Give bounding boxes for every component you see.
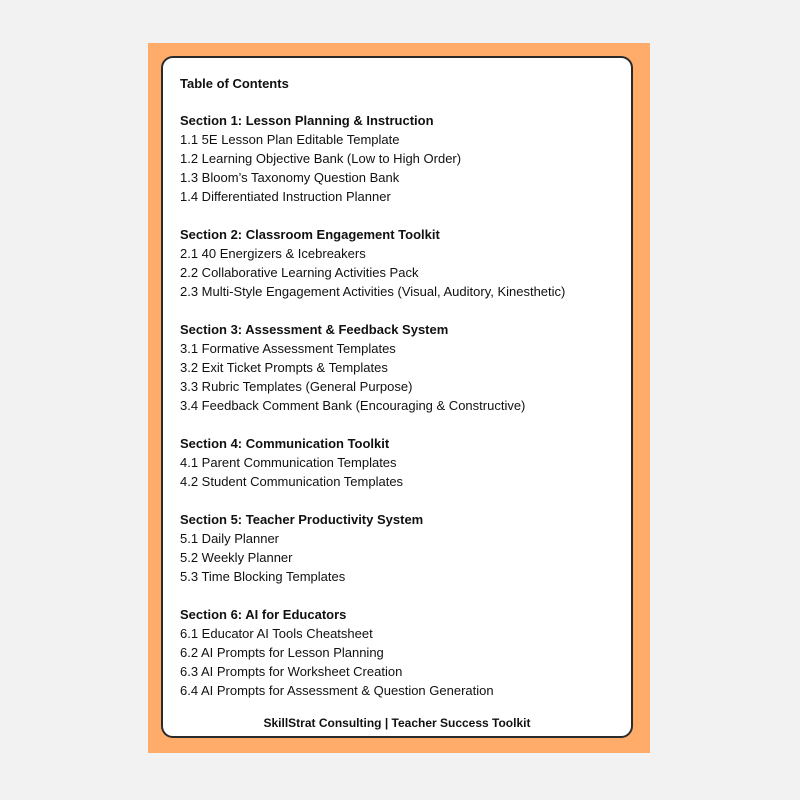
toc-title: Table of Contents: [180, 76, 289, 91]
footer-text: SkillStrat Consulting | Teacher Success Toolkit: [263, 716, 531, 730]
toc-card: [161, 56, 633, 738]
section-heading: Section 1: Lesson Planning & Instruction: [180, 113, 434, 128]
toc-item: 1.2 Learning Objective Bank (Low to High Order): [180, 151, 462, 166]
toc-item: 6.3 AI Prompts for Worksheet Creation: [180, 664, 403, 679]
toc-item: 5.3 Time Blocking Templates: [180, 569, 346, 584]
toc-item: 5.1 Daily Planner: [180, 531, 279, 546]
toc-item: 6.2 AI Prompts for Lesson Planning: [180, 645, 384, 660]
section-heading: Section 3: Assessment & Feedback System: [180, 322, 449, 337]
toc-item: 2.1 40 Energizers & Icebreakers: [180, 246, 366, 261]
toc-item: 4.2 Student Communication Templates: [180, 474, 404, 489]
section-heading: Section 6: AI for Educators: [180, 607, 347, 622]
toc-section: [180, 434, 625, 491]
toc-item: 4.1 Parent Communication Templates: [180, 455, 397, 470]
toc-section: [180, 225, 625, 301]
toc-item: 1.4 Differentiated Instruction Planner: [180, 189, 391, 204]
toc-item: 3.4 Feedback Comment Bank (Encouraging & Constructive): [180, 398, 526, 413]
toc-section: [180, 605, 625, 700]
toc-item: 3.2 Exit Ticket Prompts & Templates: [180, 360, 388, 375]
toc-item: 1.1 5E Lesson Plan Editable Template: [180, 132, 400, 147]
toc-item: 6.1 Educator AI Tools Cheatsheet: [180, 626, 373, 641]
toc-item: 3.3 Rubric Templates (General Purpose): [180, 379, 413, 394]
toc-item: 2.2 Collaborative Learning Activities Pack: [180, 265, 419, 280]
section-heading: Section 2: Classroom Engagement Toolkit: [180, 227, 440, 242]
toc-section: [180, 510, 625, 586]
toc-item: 6.4 AI Prompts for Assessment & Question Generation: [180, 683, 494, 698]
toc-item: 2.3 Multi-Style Engagement Activities (Visual, Auditory, Kinesthetic): [180, 284, 566, 299]
page-frame: [148, 43, 650, 753]
toc-section: [180, 320, 625, 415]
toc-section: [180, 111, 625, 206]
toc-item: 3.1 Formative Assessment Templates: [180, 341, 396, 356]
section-heading: Section 5: Teacher Productivity System: [180, 512, 424, 527]
toc-item: 5.2 Weekly Planner: [180, 550, 293, 565]
toc-sections: [180, 111, 625, 719]
section-heading: Section 4: Communication Toolkit: [180, 436, 390, 451]
toc-item: 1.3 Bloom’s Taxonomy Question Bank: [180, 170, 400, 185]
